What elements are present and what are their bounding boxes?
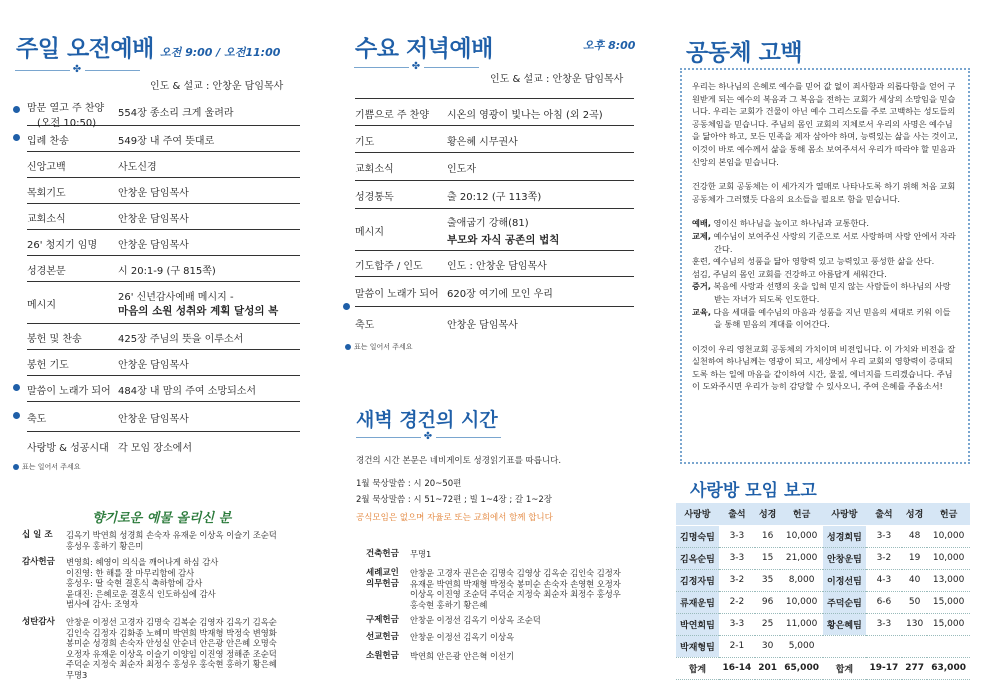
order-value: 인도자: [447, 164, 476, 175]
order-value: 시온의 영광이 빛나는 아침 (외 2곡): [447, 109, 603, 121]
offering-key: 십 일 조: [22, 530, 53, 540]
order-value: 425장 주님의 뜻을 이루소서: [118, 334, 244, 345]
report-cell: 63,000: [927, 657, 970, 679]
order-label: 맘문 열고 주 찬양 (오전 10:50): [27, 103, 105, 129]
order-value: 안창운 담임목사: [118, 414, 189, 425]
report-table: [676, 503, 970, 680]
report-cell: 16-14: [719, 657, 755, 679]
order-label: 말씀이 노래가 되어: [27, 386, 111, 397]
order-row: [27, 152, 300, 178]
order-row: [27, 204, 300, 230]
order-value: 안창운 담임목사: [118, 240, 189, 251]
report-header-row: [676, 503, 970, 525]
order-label: 메시지: [355, 227, 384, 238]
dawn-line2: 2월 묵상말씀 : 시 51~72편 ; 빌 1~4장 ; 갈 1~2장: [356, 495, 552, 505]
order-row: [355, 126, 634, 153]
report-cell: 19: [902, 547, 927, 569]
order-value: 안창운 담임목사: [118, 360, 189, 371]
order-label: 기도: [355, 136, 375, 148]
order-value: 26' 신년감사예배 메시지 - 마음의 소원 성취와 계획 달성의 복: [118, 292, 279, 317]
order-row: [355, 307, 634, 339]
order-value: 황은혜 시무권사: [447, 136, 518, 148]
order-label: 메시지: [27, 300, 56, 311]
report-cell: 김옥순팀: [676, 547, 719, 569]
dawn-title: 새벽 경건의 시간: [356, 409, 498, 431]
order-row: [27, 126, 300, 152]
report-cell: 황은혜팀: [823, 613, 866, 635]
order-value: 각 모임 장소에서: [118, 443, 192, 454]
report-header-cell: 사랑방: [676, 503, 719, 525]
report-cell: 10,000: [780, 525, 823, 547]
report-cell: 21,000: [780, 547, 823, 569]
report-cell: 10,000: [927, 525, 970, 547]
report-header-cell: 헌금: [927, 503, 970, 525]
rule-line: [355, 98, 634, 99]
divider: [354, 62, 479, 72]
order-row: [355, 181, 634, 209]
order-row: [355, 153, 634, 181]
order-row: [27, 282, 300, 324]
order-row: [27, 230, 300, 256]
report-cell: 201: [755, 657, 780, 679]
report-cell: 3-3: [866, 613, 902, 635]
order-label: 성경본문: [27, 266, 66, 277]
report-row: [676, 569, 970, 591]
wednesday-note: 표는 일어서 주세요: [345, 342, 413, 352]
report-cell: 합계: [676, 657, 719, 679]
order-label: 목회기도: [27, 188, 66, 199]
sunday-title: 주일 오전예배: [16, 36, 154, 62]
sunday-time: 오전 9:00 / 오전11:00: [160, 46, 281, 59]
order-row: [27, 402, 300, 432]
report-cell: 안창운팀: [823, 547, 866, 569]
order-label: 봉헌 및 찬송: [27, 334, 82, 345]
report-cell: 3-2: [719, 569, 755, 591]
report-cell: 10,000: [927, 547, 970, 569]
order-value: 안창운 담임목사: [118, 188, 189, 199]
order-label: 사랑방 & 성공시대: [27, 443, 109, 454]
bullet-dot: [343, 303, 350, 310]
order-value-emph: 부모와 자식 공존의 법칙: [447, 234, 560, 246]
fund-key: 구제헌금: [366, 615, 399, 625]
confession-p2: 건강한 교회 공동체는 이 세가지가 열매로 나타나도록 하기 위해 처음 교회 공동체가 그러했듯 다음의 요소들을 필요로 함을 믿습니다.: [692, 181, 956, 204]
order-row: [27, 350, 300, 376]
offering-key: 성탄감사: [22, 617, 55, 627]
report-cell: 합계: [823, 657, 866, 679]
divider: [15, 65, 140, 75]
dawn-intro: 경건의 시간 본문은 네비게이토 성경읽기표를 따릅니다.: [356, 456, 562, 466]
report-row: [676, 613, 970, 635]
order-value: 549장 내 주여 뜻대로: [118, 136, 215, 147]
report-cell: 주덕순팀: [823, 591, 866, 613]
report-cell: 5,000: [780, 635, 823, 657]
wednesday-title: 수요 저녁예배: [355, 36, 493, 62]
report-cell: 성경희팀: [823, 525, 866, 547]
report-cell: 25: [755, 613, 780, 635]
order-row: [355, 277, 634, 307]
report-cell: 11,000: [780, 613, 823, 635]
order-value: 484장 내 맘의 주여 소망되소서: [118, 386, 257, 397]
order-row: [27, 432, 300, 460]
order-value-emph: 마음의 소원 성취와 계획 달성의 복: [118, 305, 279, 317]
divider: [356, 432, 501, 442]
order-value: 554장 종소리 크게 울려라: [118, 108, 234, 119]
report-row: [676, 525, 970, 547]
report-cell: 3-3: [719, 613, 755, 635]
report-cell: 30: [755, 635, 780, 657]
order-label: 기쁨으로 주 찬양: [355, 109, 429, 121]
fund-key: 건축헌금: [366, 549, 399, 559]
order-label: 기도합주 / 인도: [355, 261, 423, 272]
fund-key: 선교헌금: [366, 632, 399, 642]
offering-names: 안창운 이정선 고경자 김명숙 김복순 김영자 김옥기 김옥순 김인숙 김정자 김화종 노혜미 박연희 박재형 박정숙 변영화 봉미순 성경희 손숙자 안성실 안순녀 안은광 안은혜 오명숙 오정자 유재운 이상옥 이슬기 이양임 이진영 정해준 조순덕 주덕순 지정숙 최순자 최정수 홍성우 홍숙현 홍하기 황은혜 무명3: [66, 617, 277, 680]
order-label: 성경통독: [355, 192, 394, 203]
fund-names: 무명1: [410, 549, 432, 559]
community-title: 공동체 고백: [686, 40, 803, 66]
confession-item: 교제, 예수님이 보여주신 사랑의 기준으로 서로 사랑하며 사랑 안에서 자라간다.: [692, 230, 956, 254]
confession-item-key: 교제,: [692, 230, 711, 241]
order-label: 입례 찬송: [27, 136, 69, 147]
order-label: 축도: [27, 414, 47, 425]
clover-icon: ✤: [411, 61, 421, 72]
report-cell: 16: [755, 525, 780, 547]
wednesday-preacher: 인도 & 설교 : 안창운 담임목사: [490, 74, 624, 85]
confession-items: [692, 217, 958, 330]
order-value: 안창운 담임목사: [447, 320, 518, 331]
confession-item: 예배, 영이신 하나님을 높이고 하나님과 교통한다.: [692, 218, 869, 229]
report-cell: 류재운팀: [676, 591, 719, 613]
report-cell: 3-2: [866, 547, 902, 569]
report-header-cell: 출석: [719, 503, 755, 525]
report-cell: 15: [755, 547, 780, 569]
report-header-cell: 출석: [866, 503, 902, 525]
sunday-preacher: 인도 & 설교 : 안창운 담임목사: [150, 81, 284, 92]
report-cell: 19-17: [866, 657, 902, 679]
report-cell: 2-1: [719, 635, 755, 657]
report-cell: 8,000: [780, 569, 823, 591]
report-cell: [866, 635, 902, 657]
fund-names: 안창운 고경자 권은순 김명숙 김영상 김옥순 김인숙 김정자 유재운 박연희 박재형 박정숙 봉미순 손숙자 손영현 오정자 이상옥 이진영 조순덕 주덕순 지정숙 최순자 최정수 홍성우 홍숙현 홍하기 황은혜: [410, 568, 621, 610]
fund-names: 안창운 이정선 김옥기 이상옥: [410, 632, 515, 642]
order-label: 교회소식: [355, 164, 394, 175]
offering-item: [22, 557, 312, 613]
report-cell: 6-6: [866, 591, 902, 613]
report-cell: 277: [902, 657, 927, 679]
report-cell: 65,000: [780, 657, 823, 679]
order-row: [27, 376, 300, 402]
order-row: [355, 99, 634, 126]
report-cell: 이정선팀: [823, 569, 866, 591]
offering-names: 김옥기 박연희 성경희 손숙자 유재운 이상옥 이슬기 조순덕 홍성우 홍하기 황은미: [66, 530, 277, 551]
report-cell: [823, 635, 866, 657]
report-row: [676, 635, 970, 657]
order-label: 교회소식: [27, 214, 66, 225]
confession-item: 섬김, 주님의 몸인 교회를 건강하고 아름답게 세워간다.: [692, 268, 887, 279]
report-cell: 50: [902, 591, 927, 613]
report-row: [676, 657, 970, 679]
order-label-sub: (오전 10:50): [37, 118, 97, 129]
report-cell: 10,000: [780, 591, 823, 613]
order-label: 봉헌 기도: [27, 360, 69, 371]
report-cell: 130: [902, 613, 927, 635]
report-cell: 4-3: [866, 569, 902, 591]
report-cell: 40: [902, 569, 927, 591]
report-cell: 15,000: [927, 613, 970, 635]
bullet-dot: [13, 384, 20, 391]
confession-item-key: 교육,: [692, 306, 711, 317]
report-cell: [902, 635, 927, 657]
fund-names: 박연희 안은광 안은혁 이선기: [410, 651, 515, 661]
offering-title: 향기로운 예물 올리신 분: [92, 511, 232, 526]
report-cell: 김정자팀: [676, 569, 719, 591]
report-cell: 3-3: [719, 547, 755, 569]
order-label: 축도: [355, 320, 375, 331]
report-cell: 2-2: [719, 591, 755, 613]
confession-p1: 우리는 하나님의 은혜로 예수를 믿어 값 없이 죄사함과 의롭다함을 얻어 구원받게 되는 예수의 복음과 그 복음을 전하는 교회가 세상의 소망임을 믿습니다. 우리는 교회가 건물이 아닌 예수 그리스도를 주로 고백하는 성도들의 공동체임을 믿습니다. 주님의 몸인 교회의 지체로서 우리의 사명은 예수님을 닮아야 하고, 모든 민족을 제자 삼아야 하며, 능력있는 삶을 사는 것이고, 이것이 바로 예수께서 삶을 통해 몸소 보여주셔서 우리가 따라야 할 믿음과 신앙의 본임을 믿습니다.: [692, 81, 958, 167]
wednesday-time: 오후 8:00: [583, 39, 636, 52]
order-value: 출 20:12 (구 113쪽): [447, 192, 542, 203]
report-cell: 13,000: [927, 569, 970, 591]
report-cell: 3-3: [719, 525, 755, 547]
order-row: [355, 209, 634, 251]
report-cell: 96: [755, 591, 780, 613]
fund-names: 안창운 이정선 김옥기 이상옥 조순덕: [410, 615, 541, 625]
report-cell: 48: [902, 525, 927, 547]
report-header-cell: 성경: [902, 503, 927, 525]
order-row: [27, 256, 300, 282]
report-header-cell: 성경: [755, 503, 780, 525]
report-row: [676, 591, 970, 613]
offering-item: [22, 530, 312, 552]
order-row: [27, 178, 300, 204]
bullet-dot: [13, 412, 20, 419]
sunday-note: 표는 일어서 주세요: [13, 462, 81, 472]
confession-item: 훈련, 예수님의 성품을 닮아 영향력 있고 능력있고 풍성한 삶을 산다.: [692, 256, 935, 267]
order-value: 사도신경: [118, 162, 157, 173]
order-label: 말씀이 노래가 되어: [355, 289, 439, 300]
order-label: 신앙고백: [27, 162, 66, 173]
fund-key: 소원헌금: [366, 651, 399, 661]
offering-names: 변영희: 혜영이 의식을 깨어나게 하심 감사 이진영: 한 해를 잘 마무리함에 감사 홍성우: 딸 숙현 결혼식 축하함에 감사 윤대진: 은혜로운 결혼식 인도하심에 감사 범사에 감사: 조영자: [66, 557, 219, 609]
clover-icon: ✤: [72, 64, 82, 75]
report-cell: 15,000: [927, 591, 970, 613]
report-header-cell: 헌금: [780, 503, 823, 525]
confession-item: 교육, 다음 세대를 예수님의 마음과 성품을 지닌 믿음의 세대로 키워 이들을 통해 믿음의 계대를 이어간다.: [692, 306, 951, 330]
offering-item: [22, 617, 312, 695]
clover-icon: ✤: [423, 431, 433, 442]
confession-p3: 이것이 우리 영천교회 공동체의 가치이며 비전입니다. 이 가치와 비전을 잘 실천하여 하나님께는 영광이 되고, 세상에서 우리 교회의 영향력이 증대되도록 하는 일에 마음을 같이하여 시간, 물질, 에너지를 드리겠습니다. 주님이 도와주시면 우리가 능히 감당할 수 있사오니, 주여 은혜를 주옵소서!: [692, 343, 956, 392]
dawn-notice: 공식모임은 없으며 자율로 또는 교회에서 함께 합니다: [356, 513, 553, 523]
order-value: 출애굽기 강해(81) 부모와 자식 공존의 법칙: [447, 218, 560, 246]
community-confession: [680, 68, 970, 464]
bullet-dot: [13, 106, 20, 113]
confession-item-key: 예배,: [692, 218, 711, 229]
report-cell: 박재형팀: [676, 635, 719, 657]
order-row: [355, 251, 634, 277]
report-cell: 35: [755, 569, 780, 591]
report-row: [676, 547, 970, 569]
fund-key: 세례교인 의무헌금: [366, 568, 399, 589]
report-cell: 3-3: [866, 525, 902, 547]
dawn-line1: 1월 묵상말씀 : 시 20~50편: [356, 479, 462, 489]
report-title: 사랑방 모임 보고: [690, 481, 817, 501]
confession-item: 증거, 복음에 사랑과 선행의 옷을 입혀 믿지 않는 사람들이 하나님의 사랑받는 자녀가 되도록 인도한다.: [692, 281, 951, 304]
report-header-cell: 사랑방: [823, 503, 866, 525]
report-cell: 박연희팀: [676, 613, 719, 635]
order-value: 시 20:1-9 (구 815쪽): [118, 266, 216, 277]
order-row: [27, 96, 300, 129]
order-value: 620장 여기에 모인 우리: [447, 289, 553, 300]
order-value: 안창운 담임목사: [118, 214, 189, 225]
report-cell: [927, 635, 970, 657]
confession-item-key: 증거,: [692, 281, 711, 292]
report-cell: 김명숙팀: [676, 525, 719, 547]
bullet-dot: [13, 134, 20, 141]
order-value: 인도 : 안창운 담임목사: [447, 261, 547, 272]
offering-key: 감사헌금: [22, 557, 55, 567]
order-label: 26' 청지기 임명: [27, 240, 98, 251]
order-row: [27, 324, 300, 350]
